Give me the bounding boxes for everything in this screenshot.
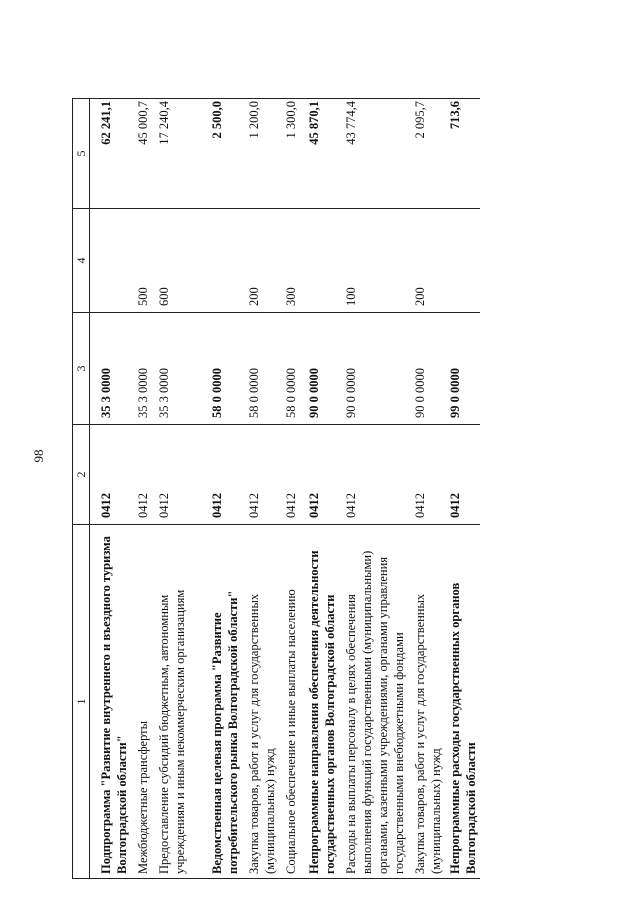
row-amount: 62 241,1 [90, 99, 132, 209]
row-amount: 1 300,0 [279, 99, 300, 209]
column-header-5: 5 [73, 99, 90, 209]
row-target-code: 58 0 0000 [242, 313, 279, 425]
row-section-code: 0412 [90, 425, 132, 525]
row-name: Межбюджетные трансферты [131, 525, 152, 879]
page-number: 98 [31, 449, 46, 463]
row-expense-type: 200 [242, 209, 279, 313]
row-amount: 43 774,4 [339, 99, 408, 209]
row-expense-type [90, 209, 132, 313]
column-header-1: 1 [73, 525, 90, 879]
row-target-code: 35 3 0000 [152, 313, 189, 425]
row-expense-type: 100 [339, 209, 408, 313]
row-section-code: 0412 [408, 425, 445, 525]
row-amount: 2 095,7 [408, 99, 445, 209]
budget-table [72, 98, 480, 879]
table-row [445, 99, 480, 879]
row-section-code: 0412 [152, 425, 189, 525]
row-amount: 17 240,4 [152, 99, 189, 209]
row-amount: 45 000,7 [131, 99, 152, 209]
table-row [408, 99, 445, 879]
table-row [90, 99, 132, 879]
row-target-code: 35 3 0000 [131, 313, 152, 425]
row-name: Расходы на выплаты персоналу в целях обеспечения выполнения функций государственными (муниципальными) органами, казенными учреждениями, органами управления государственными внебюджетными фондами [339, 525, 408, 879]
row-name: Закупка товаров, работ и услуг для государственных (муниципальных) нужд [242, 525, 279, 879]
row-section-code: 0412 [279, 425, 300, 525]
row-section-code: 0412 [131, 425, 152, 525]
row-amount: 2 500,0 [189, 99, 242, 209]
column-number-row [73, 99, 90, 879]
row-target-code: 90 0 0000 [300, 313, 339, 425]
row-section-code: 0412 [339, 425, 408, 525]
row-target-code: 90 0 0000 [408, 313, 445, 425]
table-row [242, 99, 279, 879]
row-expense-type [300, 209, 339, 313]
row-target-code: 90 0 0000 [339, 313, 408, 425]
table-body [90, 99, 481, 879]
row-expense-type: 600 [152, 209, 189, 313]
row-section-code: 0412 [445, 425, 480, 525]
table-row [300, 99, 339, 879]
table-row [189, 99, 242, 879]
row-expense-type: 300 [279, 209, 300, 313]
table-row [131, 99, 152, 879]
budget-table-sheet [72, 99, 612, 879]
row-name: Закупка товаров, работ и услуг для государственных (муниципальных) нужд [408, 525, 445, 879]
table-row [152, 99, 189, 879]
row-amount: 45 870,1 [300, 99, 339, 209]
row-name: Непрограммные расходы государственных органов Волгоградской области [445, 525, 480, 879]
row-expense-type [445, 209, 480, 313]
row-target-code: 99 0 0000 [445, 313, 480, 425]
column-header-4: 4 [73, 209, 90, 313]
row-target-code: 35 3 0000 [90, 313, 132, 425]
row-expense-type: 500 [131, 209, 152, 313]
row-section-code: 0412 [242, 425, 279, 525]
row-target-code: 58 0 0000 [279, 313, 300, 425]
row-target-code: 58 0 0000 [189, 313, 242, 425]
row-expense-type: 200 [408, 209, 445, 313]
row-section-code: 0412 [300, 425, 339, 525]
column-header-3: 3 [73, 313, 90, 425]
row-expense-type [189, 209, 242, 313]
row-name: Подпрограмма "Развитие внутреннего и въездного туризма Волгоградской области" [90, 525, 132, 879]
row-name: Ведомственная целевая программа "Развитие потребительского рынка Волгоградской области" [189, 525, 242, 879]
row-amount: 1 200,0 [242, 99, 279, 209]
row-amount: 713,6 [445, 99, 480, 209]
row-name: Предоставление субсидий бюджетным, автономным учреждениям и иным некоммерческим организациям [152, 525, 189, 879]
row-name: Социальное обеспечение и иные выплаты населению [279, 525, 300, 879]
table-row [279, 99, 300, 879]
table-row [339, 99, 408, 879]
column-header-2: 2 [73, 425, 90, 525]
row-name: Непрограммные направления обеспечения деятельности государственных органов Волгоградской области [300, 525, 339, 879]
row-section-code: 0412 [189, 425, 242, 525]
